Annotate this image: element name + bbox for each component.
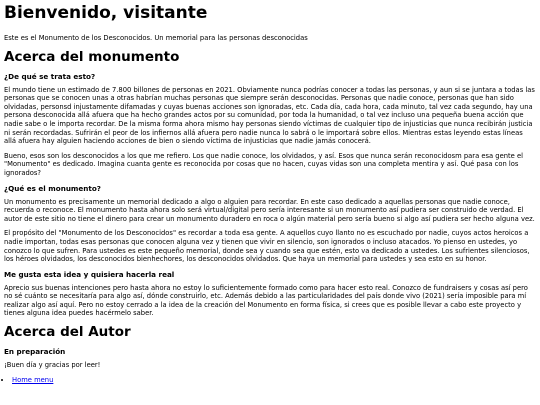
home-menu-link[interactable]: Home menu xyxy=(12,375,54,384)
nav-list-item xyxy=(12,376,536,385)
intro-text: Este es el Monumento de los Desconocidos. Un memorial para las personas desconocidas xyxy=(4,34,308,42)
what-heading: ¿Qué es el monumento? xyxy=(4,183,101,193)
in-preparation-heading: En preparación xyxy=(4,347,66,357)
like-idea-paragraph: Aprecio sus buenas intenciones pero hasta ahora no estoy lo suficientemente formado como para hacer esto real. Conozco de fundraisers y cosas así pero no sé cuánto se necesitaría para algo así, dónde construirlo, etc. Además debido a las particularidades del país donde vivo (2021) sería imposible para mí realizar algo así aquí. Pero no estoy cerrado a la idea de la creación del Monumento en forma física, si crees que es posible llevar a cabo este proyecto y tienes alguna idea puedes hacérmelo saber. xyxy=(4,283,528,318)
why-paragraph-1: El mundo tiene un estimado de 7.800 billones de personas en 2021. Obviamente nunca podrías conocer a todas las personas, y aun si se juntara a todas las personas que se conocen unas a otras habrían muchas personas que siempre serán desconocidas. Personas que nadie conoce, personas que han sido olvidadas, personsd injustamente difamadas y cuyas buenas acciones son ignoradas, etc. Cada día, cada hora, cada minuto, tal vez cada segundo, hay una persona desconocida allá afuera que ha hecho grandes actos por su comunidad, por toda la humanidad, o tal vez incluso una pequeña buena acción que nadie sabe o le importa recordar. De la misma forma ahora mismo hay personas siendo víctimas de cualquier tipo de injusticias que nunca recibirán justicia ni serán recordadas. Sufrirán el peor de los infiernos allá afuera pero nadie nunca lo sabrá o le importará sobre ellos. Mientras estas leyendo estas líneas allá afuera hay alguien haciendo acciones de bien o siendo víctima de injusticias que nadie jamás conocerá. xyxy=(4,85,535,146)
why-heading: ¿De qué se trata esto? xyxy=(4,71,96,81)
like-idea-heading: Me gusta esta idea y quisiera hacerla real xyxy=(4,269,175,279)
about-author-heading: Acerca del Autor xyxy=(4,324,131,341)
what-paragraph-1: Un monumento es precisamente un memorial dedicado a algo o alguien para recordar. En este caso dedicado a aquellas personas que nadie conoce, recuerda o reconoce. El monumento hasta ahora solo será virtual/digital pero sería interesante si un monumento así pudiera ser construido de verdad. El autor de este sitio no tiene el dinero para crear un monumento duradero en roca o algún material pero sería bueno si algo así pudiera ser hecho alguna vez. xyxy=(4,197,535,223)
nav-list xyxy=(4,376,536,385)
thanks-text: ¡Buen día y gracias por leer! xyxy=(4,361,101,370)
page-title: Bienvenido, visitante xyxy=(4,3,208,23)
what-paragraph-2: El propósito del "Monumento de los Desconocidos" es recordar a toda esa gente. A aquellos cuyo llanto no es escuchado por nadie, cuyos actos heroicos a nadie importan, todas esas personas que conocen alguna vez y tienen que vivir en silencio, son ignorados o incluso atacados. Yo pienso en ustedes, yo conozco lo que sufren. Para ustedes es este pequeño memorial, donde sea y cuando sea que estén, esto va dedicado a ustedes. Los sufrientes silenciosos, los héroes olvidados, los desconocidos bienhechores, los desconocidos olvidados. Que haya un memorial para ustedes y sea esto en su honor. xyxy=(4,229,530,264)
about-monument-heading: Acerca del monumento xyxy=(4,48,180,65)
why-paragraph-2: Bueno, esos son los desconocidos a los que me refiero. Los que nadie conoce, los olvidados, y así. Esos que nunca serán reconocidosm para esa gente el "Monumento" es dedicado. Imagina cuanta gente es reconocida por cosas que no hacen, cuyas vidas son una completa mentira y así. Qué pasa con los ignorados? xyxy=(4,151,523,177)
